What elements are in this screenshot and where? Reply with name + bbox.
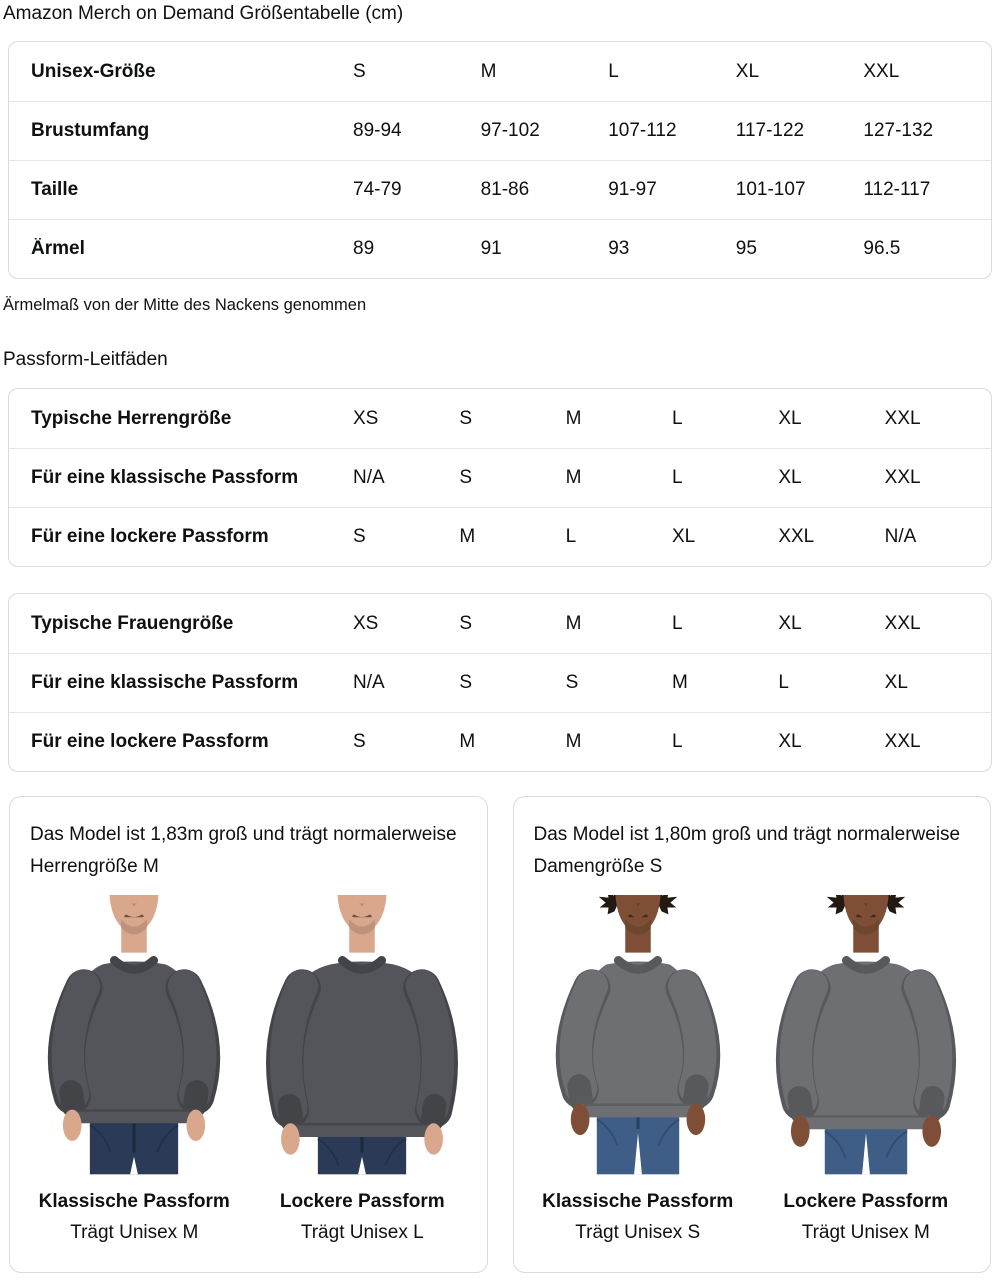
fit-value: XL [671, 526, 696, 547]
chest-value: 97-102 [480, 120, 540, 141]
model-figure [763, 895, 969, 1244]
fit-value: L [671, 731, 683, 752]
fit-label: Klassische Passform [38, 1191, 230, 1212]
fit-value: XL [884, 672, 908, 693]
fit-value: L [671, 467, 683, 488]
model-figure [535, 895, 741, 1244]
row-label: Taille [31, 179, 79, 200]
size-value: L [608, 60, 619, 82]
row-label: Typische Herrengröße [31, 407, 232, 429]
fit-value: S [565, 672, 579, 693]
row-label: Für eine klassische Passform [31, 467, 299, 488]
sleeve-value: 89 [353, 238, 375, 259]
table-row [9, 160, 991, 219]
fit-value: L [778, 672, 789, 693]
waist-value: 91-97 [608, 179, 657, 200]
fit-value: XL [778, 731, 802, 752]
fit-value: M [565, 731, 582, 752]
fit-value: L [565, 526, 577, 547]
fit-label: Klassische Passform [542, 1191, 734, 1212]
model-description: Das Model ist 1,80m groß und trägt normalerweise Damengröße S [533, 824, 961, 877]
fit-value: N/A [353, 467, 385, 488]
womens-fit-table [8, 593, 992, 772]
table-row [9, 712, 991, 771]
fit-value: XXL [778, 526, 815, 547]
table-row [9, 389, 991, 448]
fit-value: L [671, 612, 683, 634]
fit-value: XS [353, 612, 379, 634]
fit-value: M [565, 467, 582, 488]
waist-value: 81-86 [480, 179, 530, 200]
table-row [9, 448, 991, 507]
table-row [9, 219, 991, 278]
fit-value: S [459, 672, 473, 693]
chest-value: 107-112 [608, 120, 677, 141]
chest-value: 127-132 [863, 120, 934, 141]
sleeve-measure-note: Ärmelmaß von der Mitte des Nackens genommen [3, 296, 367, 314]
fit-value: N/A [884, 526, 917, 547]
waist-value: 74-79 [353, 179, 402, 200]
model-figures [532, 895, 973, 1244]
model-photo-female-classic [535, 895, 741, 1177]
size-table [8, 41, 992, 279]
fit-value: XXL [884, 467, 921, 488]
fit-value: M [459, 526, 476, 547]
fit-value: L [671, 407, 683, 429]
size-value: S [353, 60, 366, 82]
row-label: Typische Frauengröße [31, 612, 234, 634]
page-title: Amazon Merch on Demand Größentabelle (cm) [3, 3, 404, 24]
size-value: XL [735, 60, 760, 82]
sleeve-value: 95 [735, 238, 757, 259]
sleeve-value: 93 [608, 238, 630, 259]
table-row [9, 653, 991, 712]
size-value: M [480, 60, 497, 82]
fit-guides-heading: Passform-Leitfäden [3, 349, 168, 370]
waist-value: 101-107 [735, 179, 806, 200]
sleeve-value: 91 [480, 238, 502, 259]
fit-value: S [353, 526, 366, 547]
chest-value: 89-94 [353, 120, 402, 141]
womens-model-card [513, 796, 992, 1273]
fit-value: M [565, 407, 582, 429]
row-label: Brustumfang [31, 120, 150, 141]
fit-value: XXL [884, 407, 921, 429]
size-worn-label: Trägt Unisex M [70, 1222, 199, 1243]
size-worn-label: Trägt Unisex S [575, 1222, 701, 1243]
model-cards [9, 796, 991, 1273]
mens-model-card [9, 796, 488, 1273]
table-row [9, 507, 991, 566]
row-label: Für eine klassische Passform [31, 672, 299, 693]
model-photo-male-classic [31, 895, 237, 1177]
fit-value: M [565, 612, 582, 634]
size-guide-page [0, 3, 1000, 1273]
fit-value: S [459, 407, 473, 429]
model-description: Das Model ist 1,83m groß und trägt normalerweise Herrengröße M [30, 824, 457, 877]
row-label: Unisex-Größe [31, 60, 156, 82]
table-row [9, 42, 991, 101]
fit-value: S [459, 612, 473, 634]
model-figure [31, 895, 237, 1244]
fit-label: Lockere Passform [279, 1191, 445, 1212]
fit-value: XL [778, 612, 802, 634]
fit-value: S [353, 731, 366, 752]
fit-value: XXL [884, 731, 921, 752]
fit-value: XS [353, 407, 379, 429]
chest-value: 117-122 [735, 120, 805, 141]
row-label: Für eine lockere Passform [31, 731, 269, 752]
fit-value: XL [778, 467, 802, 488]
model-photo-female-loose [763, 895, 969, 1177]
size-worn-label: Trägt Unisex L [300, 1222, 424, 1243]
size-value: XXL [863, 60, 900, 82]
mens-fit-table [8, 388, 992, 567]
fit-value: M [459, 731, 476, 752]
fit-value: M [671, 672, 688, 693]
model-figures [28, 895, 469, 1244]
table-row [9, 594, 991, 653]
row-label: Für eine lockere Passform [31, 526, 269, 547]
fit-label: Lockere Passform [783, 1191, 949, 1212]
fit-value: XXL [884, 612, 921, 634]
model-figure [259, 895, 465, 1244]
model-photo-male-loose [259, 895, 465, 1177]
row-label: Ärmel [31, 238, 85, 259]
fit-value: XL [778, 407, 802, 429]
table-row [9, 101, 991, 160]
fit-value: S [459, 467, 473, 488]
fit-value: N/A [353, 672, 385, 693]
sleeve-value: 96.5 [863, 238, 901, 259]
size-worn-label: Trägt Unisex M [801, 1222, 930, 1243]
waist-value: 112-117 [863, 179, 931, 200]
